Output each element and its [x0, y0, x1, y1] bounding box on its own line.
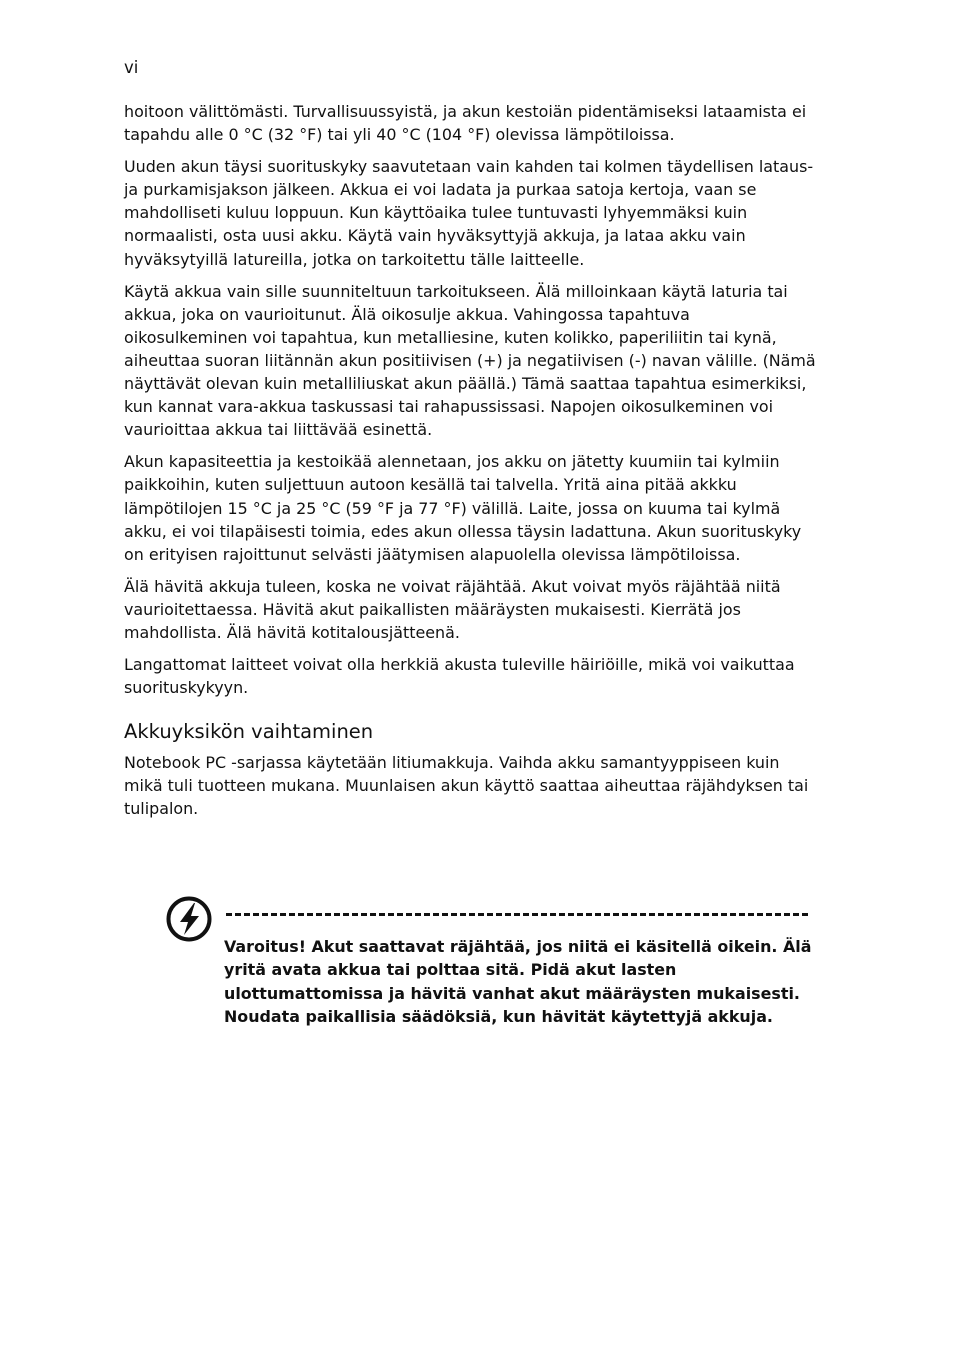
- page-content: [124, 100, 816, 830]
- paragraph-interference: Langattomat laitteet voivat olla herkkiä akusta tuleville häiriöille, mikä voi vaikuttaa suorituskykyyn.: [124, 655, 795, 698]
- warning-text: Varoitus! Akut saattavat räjähtää, jos niitä ei käsitellä oikein. Älä yritä avata akkua tai polttaa sitä. Pidä akut lasten ulottumattomissa ja hävitä vanhat akut määräysten mukaisesti. Noudata paikallisia säädöksiä, kun hävität käytettyjä akkuja.: [224, 937, 812, 1026]
- section-title: Akkuyksikön vaihtaminen: [124, 720, 374, 744]
- paragraph-charging-temperature: hoitoon välittömästi. Turvallisuussyistä, ja akun kestoiän pidentämiseksi lataamista ei tapahdu alle 0 °C (32 °F) tai yli 40 °C (104 °F) olevissa lämpötiloissa.: [124, 102, 807, 145]
- paragraph-battery-replacement: Notebook PC -sarjassa käytetään litiumakkuja. Vaihda akku samantyyppiseen kuin mikä tuli tuotteen mukana. Muunlaisen akun käyttö saattaa aiheuttaa räjähdyksen tai tulipalon.: [124, 753, 809, 819]
- page-number: vi: [124, 58, 139, 77]
- paragraph-disposal: Älä hävitä akkuja tuleen, koska ne voivat räjähtää. Akut voivat myös räjähtää niitä vaurioitettaessa. Hävitä akut paikallisten määräysten mukaisesti. Kierrätä jos mahdollista. Älä hävitä kotitalousjätteenä.: [124, 576, 781, 642]
- warning-divider: [226, 913, 808, 916]
- paragraph-battery-performance: Uuden akun täysi suorituskyky saavutetaan vain kahden tai kolmen täydellisen lataus- ja purkamisjakson jälkeen. Akkua ei voi ladata ja purkaa satoja kertoja, vaan se mahdolliseti kuluu loppuun. Kun käyttöaika tulee tuntuvasti lyhyemmäksi kuin normaalisti, osta uusi akku. Käytä vain hyväksyttyjä akkuja, ja lataa akku vain hyväksytyillä latureilla, jotka on tarkoitettu tälle laitteelle.: [124, 157, 814, 269]
- warning-lightning-icon: [166, 896, 212, 942]
- paragraph-temperature-capacity: Akun kapasiteettia ja kestoikää alennetaan, jos akku on jätetty kuumiin tai kylmiin paikkoihin, kuten suljettuun autoon kesällä tai talvella. Yritä aina pitää akkku lämpötilojen 15 °C ja 25 °C (59 °F ja 77 °F) välillä. Laite, jossa on kuuma tai kylmä akku, ei voi tilapäisesti toimia, edes akun ollessa täysin ladattuna. Akun suorituskyky on erityisen rajoittunut selvästi jäätymisen alapuolella olevissa lämpötiloissa.: [124, 452, 802, 564]
- warning-box: [166, 896, 816, 1036]
- paragraph-short-circuit: Käytä akkua vain sille suunniteltuun tarkoitukseen. Älä milloinkaan käytä laturia tai akkua, joka on vaurioitunut. Älä oikosulje akkua. Vahingossa tapahtuva oikosulkeminen voi tapahtua, kun metalliesine, kuten kolikko, paperiliitin tai kynä, aiheuttaa suoran liitännän akun positiivisen (+) ja negatiivisen (-) navan välille. (Nämä näyttävät olevan kuin metalliliuskat akun päällä.) Tämä saattaa tapahtua esimerkiksi, kun kannat vara-akkua taskussasi tai rahapussissasi. Napojen oikosulkeminen voi vaurioittaa akkua tai liittävää esinettä.: [124, 281, 816, 440]
